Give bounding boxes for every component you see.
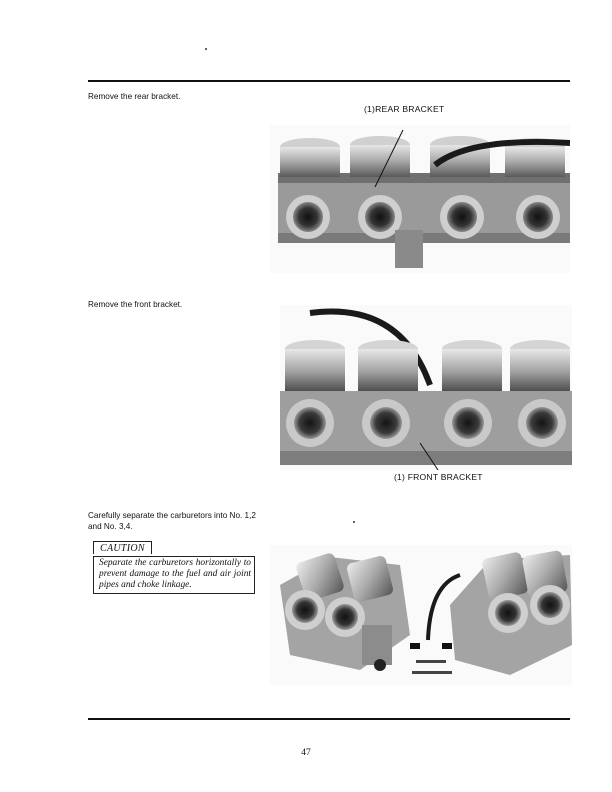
scan-speck: [353, 521, 355, 523]
caution-box: [93, 538, 255, 594]
carb-pair-left: [280, 552, 410, 671]
header-rule: [88, 80, 570, 82]
caution-text: Separate the carburetors horizontally to prevent damage to the fuel and air joint pipes and choke linkage.: [93, 556, 255, 594]
page-number: 47: [301, 748, 311, 758]
front-bracket-callout: (1) FRONT BRACKET: [394, 472, 483, 482]
caution-title: CAUTION: [93, 541, 152, 554]
carburetor-photo-separated: [270, 545, 572, 685]
rear-bracket-callout: (1)REAR BRACKET: [364, 104, 445, 114]
carburetor-photo-front: [280, 305, 572, 470]
step-2-instruction: Remove the front bracket.: [88, 300, 183, 309]
footer-rule: [88, 718, 570, 720]
step-3-instruction: Carefully separate the carburetors into No. 1,2 and No. 3,4.: [88, 511, 256, 531]
step-1-instruction: Remove the rear bracket.: [88, 92, 181, 101]
carburetor-photo-rear: [270, 125, 570, 273]
scan-speck: [205, 48, 207, 50]
